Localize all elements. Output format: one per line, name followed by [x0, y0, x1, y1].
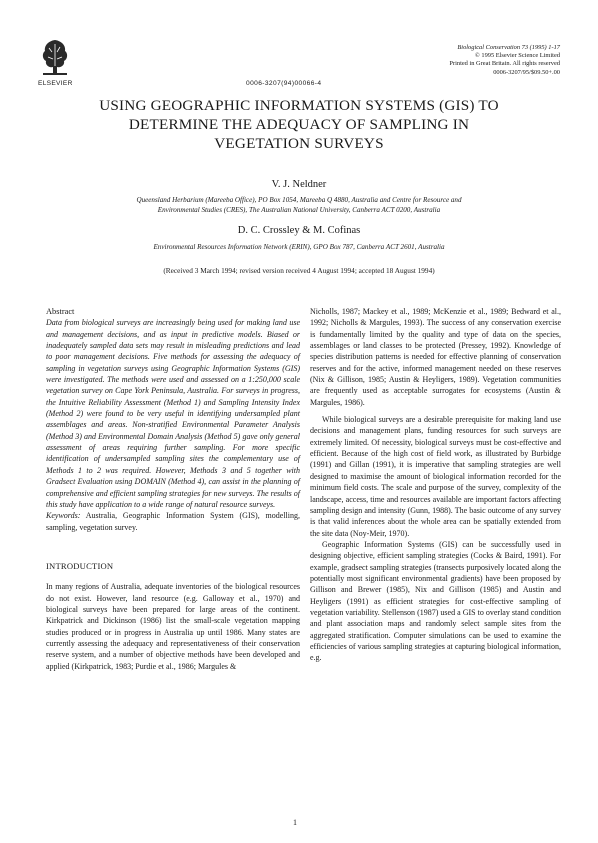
affiliation-line: Environmental Studies (CRES), The Australian National University, Canberra ACT 0200, Australia [157, 205, 441, 214]
publisher-name: ELSEVIER [38, 80, 73, 87]
coauthor-affiliation [40, 243, 558, 253]
article-title [40, 96, 558, 153]
introduction-heading: INTRODUCTION [46, 560, 114, 571]
abstract-body: Data from biological surveys are increasingly being used for making land use and management decisions, and as input in predictive models. Biased or inadequately sampled data sets may result in misleading predictions and lead to poor management decisions. Five methods for assessing the adequacy of sampling in vegetation surveys using Geographic Information Systems (GIS) were investigated. The methods were used and assessed on a 1:250,000 scale vegetation survey on Cape York Peninsula, Australia. For surveys in progress, the Intuitive Reliability Assessment (Method 1) and Sampling Intensity Index (Method 2) were found to be very useful in identifying undersampled plant assemblages and areas. Non-stratified Environmental Parameter Analysis (Method 3) and Environmental Domain Analysis (Method 5) gave only general assessment of areas requiring further sampling. For more specific identification of undersampled sampling sites the complementary use of Methods 1 to 2 was required. However, Methods 3 and 5 together with Gradsect Evaluation using DOMAIN (Method 4), can assist in the planning of comprehensive and efficient sampling strategies for new surveys. The results of this study have application to a wide range of natural resource surveys. [46, 318, 300, 509]
author-name: V. J. Neldner [271, 179, 327, 190]
abstract-heading: Abstract [46, 307, 75, 316]
elsevier-tree-icon [40, 38, 70, 76]
title-line: VEGETATION SURVEYS [214, 135, 384, 152]
journal-citation: Biological Conservation 73 (1995) 1-17 [457, 44, 560, 51]
body-paragraph: Nicholls, 1987; Mackey et al., 1989; McKenzie et al., 1989; Bedward et al., 1992; Nicholls & Margules, 1993). The success of any conservation exercise is fundamentally limited by the quality and type of data on the species, assemblages or land classes to be protected (Pressey, 1992). Knowledge of species distribution patterns is needed for effective planning of conservation reserves and for the active, informed management needed on these reserves (Nix & Gillison, 1985; Austin & Heyligers, 1989). Vegetation communities are frequently used as acceptable surrogates for ecosystems (Austin & Margules, 1986). [310, 307, 561, 407]
printed-line: Printed in Great Britain. All rights reserved [449, 60, 560, 68]
keywords-label: Keywords: [46, 511, 81, 521]
title-line: USING GEOGRAPHIC INFORMATION SYSTEMS (GIS) TO [99, 97, 499, 114]
author-affiliation [40, 196, 558, 215]
issn-code: 0006-3207(94)00066-4 [246, 80, 322, 87]
right-column [310, 306, 561, 664]
affiliation-line: Queensland Herbarium (Mareeba Office), PO Box 1054, Mareeba Q 4880, Australia and Centre for Resource and [136, 196, 462, 204]
body-paragraph: While biological surveys are a desirable prerequisite for making land use decisions and management plans, funding resources for such surveys are extremely limited. Of necessity, biological surveys must be cost-effective and efficient. Because of the high cost of field work, as illustrated by Burbidge (1991) and Gillan (1991), it is imperative that sampling strategies are well designed to maximise the amount of biological information recorded for the minimum field costs. The scale and purpose of the survey, complexity of the landscape, access, time and resources available are important factors affecting sampling design and intensity (Gunn, 1988). The basic outcome of any survey is that valid inferences about the whole area can be spatially extended from the site data (Noy-Meir, 1970). [310, 415, 561, 538]
coauthor-names: D. C. Crossley & M. Cofinas [237, 225, 361, 236]
copyright-line: © 1995 Elsevier Science Limited [474, 52, 560, 60]
price-code: 0006-3207/95/$09.50+.00 [493, 68, 560, 76]
journal-info [390, 44, 560, 77]
left-column [46, 306, 300, 672]
keywords [46, 510, 300, 533]
elsevier-logo [40, 38, 74, 81]
received-dates: (Received 3 March 1994; revised version received 4 August 1994; accepted 18 August 1994) [163, 266, 435, 275]
page-number: 1 [293, 818, 297, 827]
affiliation-line: Environmental Resources Information Network (ERIN), GPO Box 787, Canberra ACT 2601, Australia [153, 243, 445, 251]
keywords-text: Australia, Geographic Information System (GIS), modelling, sampling, vegetation survey. [46, 511, 300, 532]
body-paragraph: Geographic Information Systems (GIS) can be successfully used in designing objective, efficient sampling strategies (Cocks & Baird, 1991). For example, gradsect sampling strategies (transects purposively located along the potentially most significant environmental gradients) have been proposed by Gillison and Brewer (1985), Nix and Gillison (1985) and Austin and Heyligers (1991) as efficient strategies for cost-effective sampling of vegetation variability. Stellenson (1987) used a GIS to overlay stand condition and plant association maps and randomly select sample sites from the aggregated stratification. Computer simulations can be used to examine the efficiencies of various sampling strategies at capturing biological information, e.g. [310, 539, 561, 663]
introduction-paragraph: In many regions of Australia, adequate inventories of the biological resources do not exist. However, land resource (e.g. Galloway et al., 1970) and biological surveys have been prepared for large areas of the continent. Kirkpatrick and Dickinson (1986) list the small-scale vegetation mapping studies produced or in progress in Australia up until 1986. Many states are currently assessing the adequacy and representativeness of their conservation reserve system, and a number of objective methods have been developed and applied (Kirkpatrick, 1983; Purdie et al., 1986; Margules & [46, 582, 300, 671]
title-line: DETERMINE THE ADEQUACY OF SAMPLING IN [128, 116, 470, 133]
